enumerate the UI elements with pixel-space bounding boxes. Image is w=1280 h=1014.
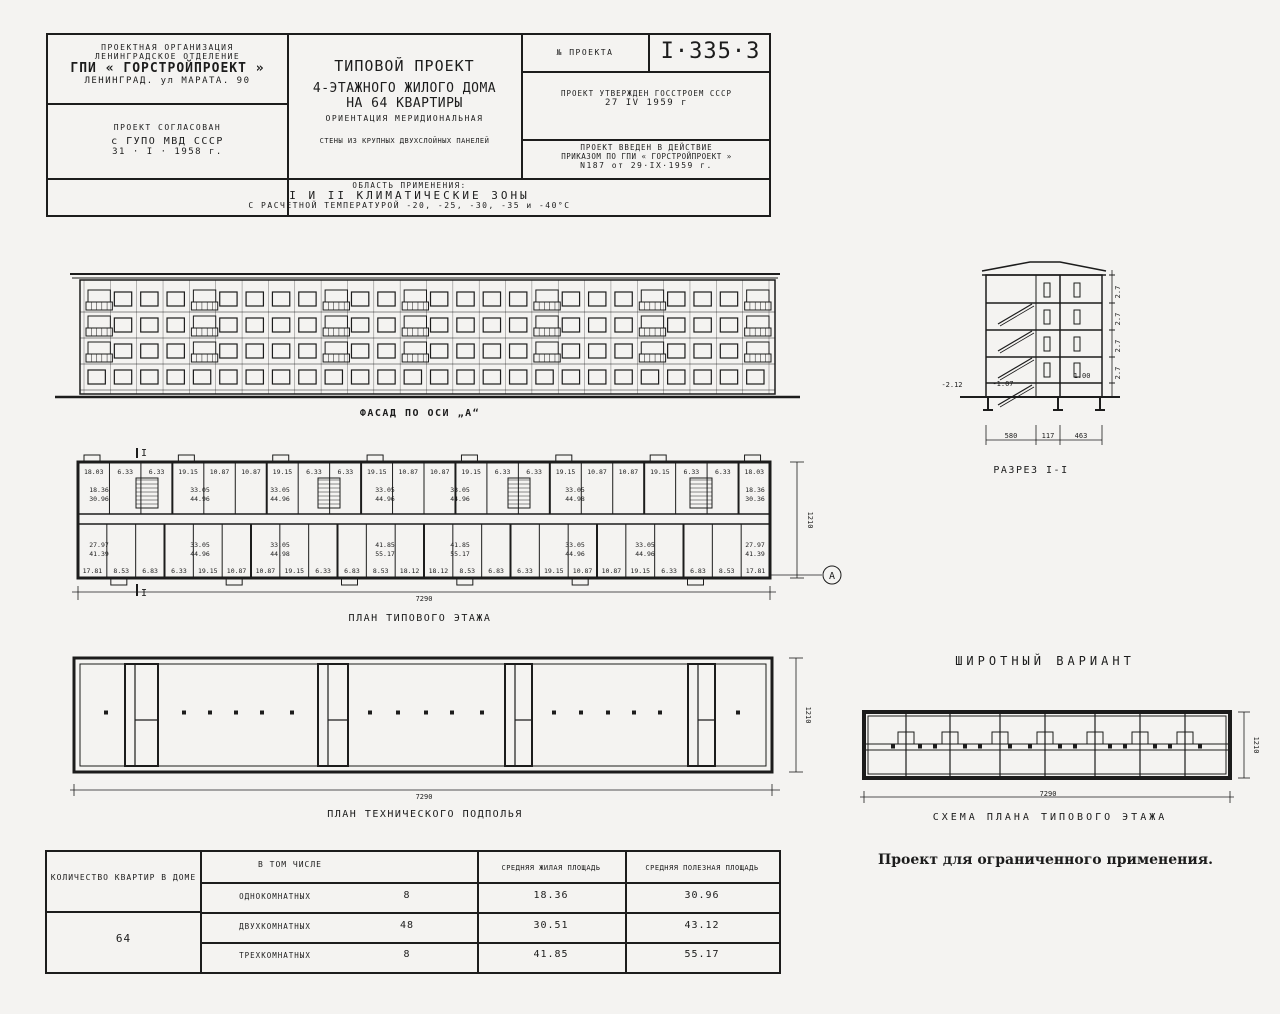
plan-area-label: 41.85: [375, 541, 395, 549]
plan-area-label: 6.83: [344, 567, 360, 575]
approved-line1: ПРОЕКТ УТВЕРЖДЕН ГОССТРОЕМ СССР: [561, 89, 732, 98]
stats-count: 8: [403, 949, 411, 960]
apartment-stats-table: [45, 850, 781, 974]
project-no-label: № ПРОЕКТА: [556, 48, 614, 57]
scheme-column: [1154, 745, 1157, 748]
plan-area-label: 44.96: [565, 550, 585, 558]
stats-living: 30.51: [533, 920, 569, 931]
stats-living: 18.36: [533, 890, 569, 901]
plan-area-label: 44.96: [375, 495, 395, 503]
stats-header-count: КОЛИЧЕСТВО КВАРТИР В ДОМЕ: [50, 873, 197, 882]
plan-area-label: 10.87: [209, 468, 230, 476]
stats-header-living: СРЕДНЯЯ ЖИЛАЯ ПЛОЩАДЬ: [501, 864, 601, 872]
scheme-column: [1199, 745, 1202, 748]
stats-header-useful: СРЕДНЯЯ ПОЛЕЗНАЯ ПЛОЩАДЬ: [645, 864, 759, 872]
plan-area-label: 6.33: [315, 567, 331, 575]
plan-area-label: 27.97: [745, 541, 765, 549]
scheme-column: [1029, 745, 1032, 748]
plan-area-label: 33.05: [565, 486, 585, 494]
plan-area-label: 6.33: [526, 468, 542, 476]
stats-living: 41.85: [533, 949, 569, 960]
plan-area-label: 6.33: [171, 567, 187, 575]
plan-area-label: 18.12: [428, 567, 449, 575]
agreed-date: 31 · I · 1958 г.: [112, 147, 223, 157]
plan-area-label: 10.87: [429, 468, 450, 476]
enacted-line2: ПРИКАЗОМ ПО ГПИ « ГОРСТРОЙПРОЕКТ »: [561, 152, 732, 161]
plan-area-label: 19.15: [650, 468, 670, 476]
plan-area-label: 6.33: [494, 468, 511, 476]
section-note: 1.00: [1073, 372, 1091, 380]
plan-area-label: 33.05: [270, 486, 290, 494]
plan-area-label: 19.15: [367, 468, 387, 476]
plan-area-label: 44.96: [190, 550, 210, 558]
plan-area-label: 6.33: [117, 468, 134, 476]
plan-area-label: 10.87: [601, 567, 622, 575]
scheme-column: [934, 745, 937, 748]
plan-area-label: 6.33: [517, 567, 533, 575]
stats-type: ОДНОКОМНАТНЫХ: [239, 892, 311, 901]
scheme-dim-label: 1210: [1252, 736, 1260, 754]
scheme-column: [1124, 745, 1127, 748]
plan-area-label: 18.36: [89, 486, 109, 494]
scope-zones: I И II КЛИМАТИЧЕСКИЕ ЗОНЫ: [289, 189, 530, 202]
scheme-column: [919, 745, 922, 748]
plan-area-label: 44.98: [565, 495, 585, 503]
plan-area-label: 10.87: [241, 468, 261, 476]
plan-area-label: 8.53: [372, 567, 389, 575]
plan-area-label: 33.05: [190, 541, 210, 549]
project-line3: НА 64 КВАРТИРЫ: [346, 96, 463, 111]
plan-area-label: 55.17: [450, 550, 470, 558]
plan-area-label: 10.87: [587, 468, 607, 476]
plan-area-label: 44.96: [450, 495, 470, 503]
plan-area-label: 17.81: [745, 567, 766, 575]
basement-dim-label: 7290: [415, 793, 433, 801]
plan-area-label: 18.36: [745, 486, 765, 494]
plan-area-label: 30.96: [89, 495, 109, 503]
plan-area-label: 18.12: [399, 567, 420, 575]
scheme-column: [1109, 745, 1112, 748]
scheme-column: [964, 745, 967, 748]
plan-area-label: 44.96: [190, 495, 210, 503]
section-level-label: 2.7: [1114, 312, 1122, 326]
section-level-label: 2.7: [1114, 339, 1122, 353]
project-no: I·335·3: [660, 39, 761, 64]
plan-area-label: 10.87: [226, 567, 247, 575]
section-dim-label: 463: [1074, 432, 1088, 440]
scope-label: ОБЛАСТЬ ПРИМЕНЕНИЯ:: [352, 181, 467, 190]
plan-area-label: 33.05: [375, 486, 395, 494]
plan-area-label: 6.83: [142, 567, 158, 575]
facade-caption: ФАСАД ПО ОСИ „А“: [359, 408, 481, 419]
scope-temps: С РАСЧЕТНОЙ ТЕМПЕРАТУРОЙ -20, -25, -30, -35 и -40°С: [248, 201, 571, 210]
plan-area-label: 8.53: [459, 567, 476, 575]
section-dim-label: 117: [1041, 432, 1055, 440]
section-mark-bottom: I: [141, 588, 148, 599]
plan-area-label: 6.33: [148, 468, 165, 476]
enacted-line3: N187 от 29·IX·1959 г.: [580, 161, 713, 170]
plan-area-label: 6.33: [683, 468, 700, 476]
plan-area-label: 44.96: [635, 550, 655, 558]
plan-area-label: 19.15: [630, 567, 651, 575]
org-name: ГПИ « ГОРСТРОЙПРОЕКТ »: [70, 61, 265, 76]
scheme-column: [979, 745, 982, 748]
scheme-column: [1059, 745, 1062, 748]
section-caption: РАЗРЕЗ I-I: [993, 465, 1069, 476]
section-note: -1.07: [992, 380, 1014, 388]
plan-area-label: 10.87: [255, 567, 276, 575]
agreed-line2: с ГУПО МВД СССР: [111, 136, 224, 147]
org-line1: ПРОЕКТНАЯ ОРГАНИЗАЦИЯ: [101, 43, 234, 52]
scheme-column: [892, 745, 895, 748]
plan-area-label: 44.96: [270, 495, 290, 503]
plan-area-label: 17.81: [82, 567, 103, 575]
stats-total: 64: [115, 932, 132, 945]
section-level-label: 2.7: [1114, 285, 1122, 299]
section-mark-top: I: [141, 448, 148, 459]
plan-area-label: 33.05: [565, 541, 585, 549]
plan-dim-label: 7290: [415, 595, 433, 603]
plan-area-label: 18.03: [744, 468, 765, 476]
stats-type: ДВУХКОМНАТНЫХ: [239, 922, 311, 931]
plan-area-label: 10.87: [572, 567, 593, 575]
plan-area-label: 44.98: [270, 550, 290, 558]
plan-caption: ПЛАН ТИПОВОГО ЭТАЖА: [348, 613, 492, 624]
stats-count: 48: [399, 920, 415, 931]
plan-area-label: 8.53: [113, 567, 130, 575]
plan-area-label: 33.05: [190, 486, 210, 494]
plan-dim-label: 1210: [806, 511, 814, 529]
plan-area-label: 19.15: [178, 468, 198, 476]
plan-area-label: 6.83: [690, 567, 706, 575]
scheme-caption: СХЕМА ПЛАНА ТИПОВОГО ЭТАЖА: [932, 812, 1168, 823]
plan-area-label: 6.33: [661, 567, 677, 575]
basement-dim-label: 1210: [804, 706, 812, 724]
plan-area-label: 6.33: [306, 468, 322, 476]
org-address: ЛЕНИНГРАД. ул МАРАТА. 90: [84, 76, 251, 86]
orientation: ОРИЕНТАЦИЯ МЕРИДИОНАЛЬНАЯ: [325, 114, 484, 123]
project-line2: 4-ЭТАЖНОГО ЖИЛОГО ДОМА: [312, 81, 497, 96]
org-line2: ЛЕНИНГРАДСКОЕ ОТДЕЛЕНИЕ: [94, 52, 241, 61]
scheme-column: [1169, 745, 1172, 748]
section-note: -2.12: [941, 381, 963, 389]
scheme-column: [1074, 745, 1077, 748]
axis-a-label: А: [828, 571, 836, 582]
plan-area-label: 19.15: [543, 567, 564, 575]
plan-area-label: 33.05: [450, 486, 470, 494]
wide-variant-title: ШИРОТНЫЙ ВАРИАНТ: [955, 654, 1135, 668]
plan-area-label: 19.15: [272, 468, 293, 476]
plan-area-label: 41.39: [745, 550, 765, 558]
walls: СТЕНЫ ИЗ КРУПНЫХ ДВУХСЛОЙНЫХ ПАНЕЛЕЙ: [319, 137, 490, 145]
restricted-note: Проект для ограниченного применения.: [878, 852, 1214, 868]
plan-area-label: 33.05: [635, 541, 655, 549]
stats-header-incl: В ТОМ ЧИСЛЕ: [258, 860, 322, 869]
plan-area-label: 30.36: [745, 495, 765, 503]
plan-area-label: 41.39: [89, 550, 109, 558]
plan-area-label: 10.87: [398, 468, 419, 476]
plan-area-label: 6.83: [488, 567, 504, 575]
plan-area-label: 8.53: [718, 567, 735, 575]
plan-area-label: 18.03: [83, 468, 104, 476]
enacted-line1: ПРОЕКТ ВВЕДЕН В ДЕЙСТВИЕ: [580, 143, 713, 152]
section-dim-label: 580: [1004, 432, 1018, 440]
plan-area-label: 27.97: [89, 541, 109, 549]
stats-useful: 43.12: [684, 920, 720, 931]
plan-area-label: 33.05: [270, 541, 290, 549]
stats-type: ТРЕХКОМНАТНЫХ: [239, 951, 311, 960]
section-level-label: 2.7: [1114, 366, 1122, 380]
plan-area-label: 41.85: [450, 541, 470, 549]
agreed-line1: ПРОЕКТ СОГЛАСОВАН: [113, 123, 222, 132]
plan-area-label: 55.17: [375, 550, 395, 558]
stats-count: 8: [403, 890, 411, 901]
stats-useful: 30.96: [684, 890, 720, 901]
plan-area-label: 19.15: [461, 468, 481, 476]
basement-caption: ПЛАН ТЕХНИЧЕСКОГО ПОДПОЛЬЯ: [327, 809, 523, 820]
scheme-column: [1009, 745, 1012, 748]
project-line1: ТИПОВОЙ ПРОЕКТ: [334, 57, 475, 75]
plan-area-label: 19.15: [197, 567, 218, 575]
plan-area-label: 19.15: [555, 468, 576, 476]
stats-useful: 55.17: [684, 949, 720, 960]
plan-area-label: 10.87: [618, 468, 639, 476]
scheme-dim-label: 7290: [1039, 790, 1057, 798]
approved-date: 27 IV 1959 г: [604, 98, 689, 108]
plan-area-label: 6.33: [714, 468, 731, 476]
plan-area-label: 19.15: [284, 567, 305, 575]
plan-area-label: 6.33: [337, 468, 354, 476]
